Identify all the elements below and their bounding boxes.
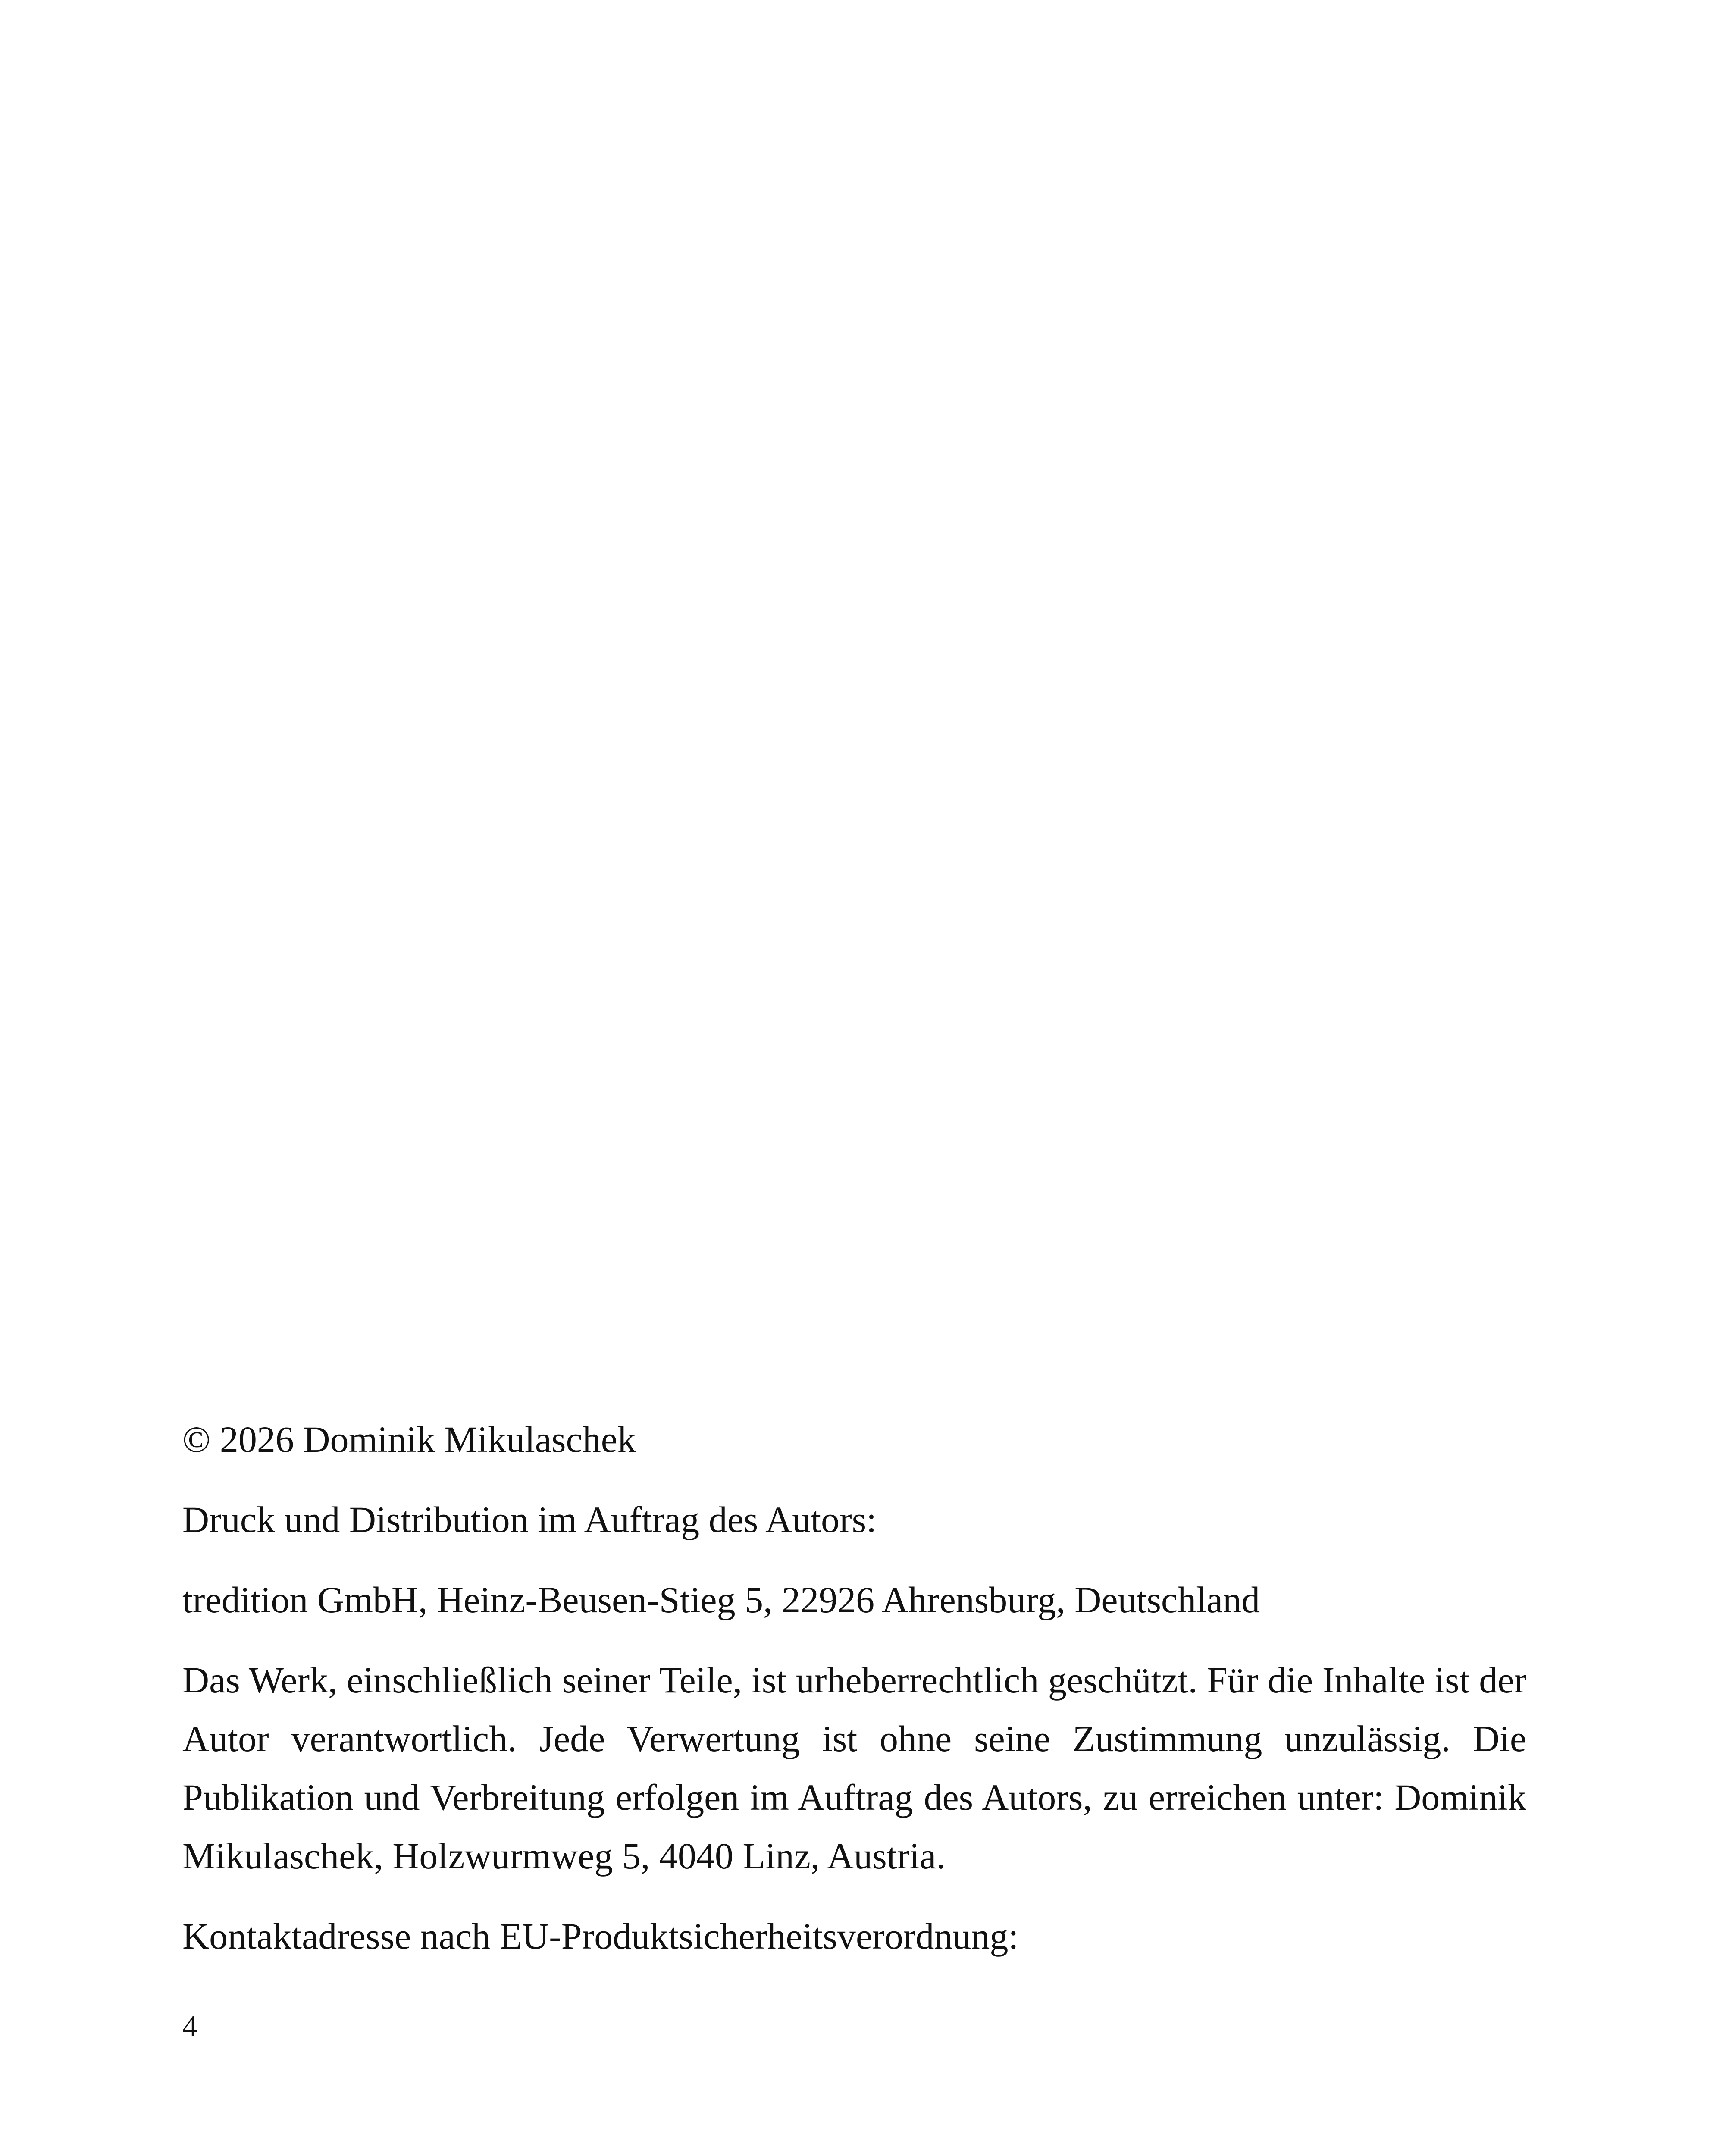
copyright-line: © 2026 Dominik Mikulaschek xyxy=(182,1419,636,1460)
print-distribution-line: Druck und Distribution im Auftrag des Autors: xyxy=(182,1499,877,1540)
imprint-block xyxy=(182,1410,1526,1987)
rights-notice: Das Werk, einschließlich seiner Teile, ist urheberrechtlich geschützt. Für die Inhalte ist der Autor verantwortlich. Jede Verwertung ist ohne seine Zustimmung unzulässig. Die Publikation und Verbreitung erfolgen im Auftrag des Autors, zu erreichen unter: Dominik Mikulaschek, Holzwurmweg 5, 4040 Linz, Austria. xyxy=(182,1659,1526,1877)
publisher-address: tredition GmbH, Heinz-Beusen-Stieg 5, 22926 Ahrensburg, Deutschland xyxy=(182,1579,1260,1620)
contact-heading: Kontaktadresse nach EU-Produktsicherheitsverordnung: xyxy=(182,1915,1019,1957)
page-number: 4 xyxy=(182,2010,197,2043)
